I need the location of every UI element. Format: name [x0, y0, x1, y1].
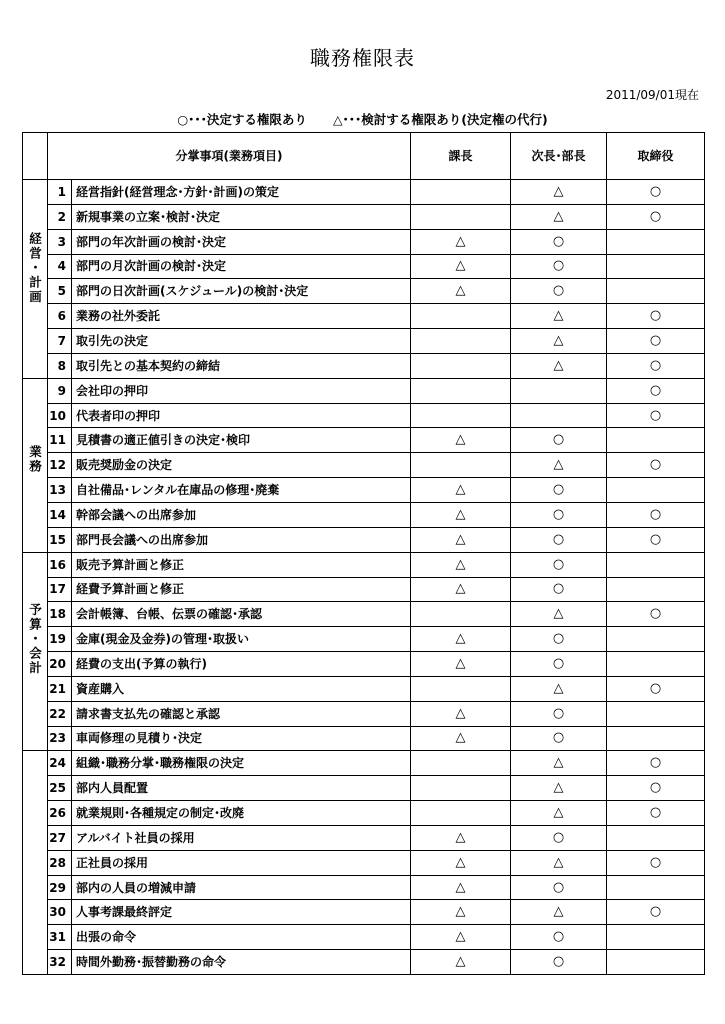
dept-head-mark: ○: [511, 950, 607, 975]
table-row: [23, 304, 705, 329]
section-chief-mark: △: [411, 279, 511, 304]
row-number: 17: [48, 577, 72, 602]
director-mark: [607, 875, 705, 900]
director-mark: ○: [607, 378, 705, 403]
table-row: [23, 353, 705, 378]
section-chief-mark: [411, 453, 511, 478]
task-name: 幹部会議への出席参加: [72, 502, 411, 527]
table-row: [23, 627, 705, 652]
director-mark: [607, 652, 705, 677]
dept-head-mark: ○: [511, 726, 607, 751]
director-mark: ○: [607, 204, 705, 229]
section-chief-mark: [411, 676, 511, 701]
director-mark: [607, 701, 705, 726]
section-chief-mark: [411, 180, 511, 205]
row-number: 22: [48, 701, 72, 726]
row-number: 13: [48, 478, 72, 503]
dept-head-mark: ○: [511, 279, 607, 304]
task-name: 出張の命令: [72, 925, 411, 950]
director-mark: ○: [607, 180, 705, 205]
row-number: 9: [48, 378, 72, 403]
table-row: [23, 254, 705, 279]
row-number: 16: [48, 552, 72, 577]
header-task: 分掌事項(業務項目): [48, 133, 411, 180]
dept-head-mark: △: [511, 453, 607, 478]
table-row: [23, 751, 705, 776]
director-mark: [607, 950, 705, 975]
section-chief-mark: [411, 801, 511, 826]
section-chief-mark: △: [411, 229, 511, 254]
table-row: [23, 850, 705, 875]
dept-head-mark: ○: [511, 825, 607, 850]
task-name: 取引先との基本契約の締結: [72, 353, 411, 378]
task-name: 時間外勤務･振替勤務の命令: [72, 950, 411, 975]
director-mark: [607, 428, 705, 453]
director-mark: ○: [607, 801, 705, 826]
table-row: [23, 726, 705, 751]
row-number: 19: [48, 627, 72, 652]
task-name: 取引先の決定: [72, 329, 411, 354]
section-chief-mark: [411, 204, 511, 229]
task-name: 部門の年次計画の検討･決定: [72, 229, 411, 254]
task-name: 代表者印の押印: [72, 403, 411, 428]
task-name: 資産購入: [72, 676, 411, 701]
row-number: 5: [48, 279, 72, 304]
dept-head-mark: △: [511, 751, 607, 776]
table-row: [23, 950, 705, 975]
table-body: [23, 180, 705, 975]
director-mark: ○: [607, 676, 705, 701]
table-row: [23, 478, 705, 503]
table-row: [23, 602, 705, 627]
director-mark: ○: [607, 502, 705, 527]
task-name: 経費の支出(予算の執行): [72, 652, 411, 677]
section-chief-mark: [411, 751, 511, 776]
director-mark: ○: [607, 751, 705, 776]
table-row: [23, 502, 705, 527]
legend: [0, 110, 725, 128]
dept-head-mark: ○: [511, 478, 607, 503]
table-row: [23, 428, 705, 453]
director-mark: ○: [607, 850, 705, 875]
table-row: [23, 453, 705, 478]
dept-head-mark: ○: [511, 577, 607, 602]
table-row: [23, 825, 705, 850]
row-number: 3: [48, 229, 72, 254]
dept-head-mark: ○: [511, 527, 607, 552]
dept-head-mark: △: [511, 900, 607, 925]
row-number: 21: [48, 676, 72, 701]
dept-head-mark: [511, 403, 607, 428]
authority-table: [22, 132, 705, 975]
director-mark: [607, 552, 705, 577]
section-chief-mark: [411, 776, 511, 801]
table-row: [23, 378, 705, 403]
row-number: 20: [48, 652, 72, 677]
task-name: 組織･職務分掌･職務権限の決定: [72, 751, 411, 776]
row-number: 18: [48, 602, 72, 627]
row-number: 28: [48, 850, 72, 875]
section-chief-mark: [411, 329, 511, 354]
dept-head-mark: ○: [511, 875, 607, 900]
row-number: 25: [48, 776, 72, 801]
director-mark: ○: [607, 453, 705, 478]
section-chief-mark: [411, 378, 511, 403]
as-of-date: 2011/09/01現在: [605, 88, 699, 102]
table-row: [23, 577, 705, 602]
dept-head-mark: △: [511, 850, 607, 875]
category-budget: [23, 552, 48, 751]
category-label: 予算・会計: [27, 602, 43, 676]
header-category: [23, 133, 48, 180]
row-number: 26: [48, 801, 72, 826]
section-chief-mark: △: [411, 950, 511, 975]
table-row: [23, 229, 705, 254]
task-name: 会社印の押印: [72, 378, 411, 403]
task-name: 部内人員配置: [72, 776, 411, 801]
row-number: 30: [48, 900, 72, 925]
section-chief-mark: △: [411, 652, 511, 677]
dept-head-mark: [511, 378, 607, 403]
task-name: 正社員の採用: [72, 850, 411, 875]
legend-review: △･･･検討する権限あり(決定権の代行): [332, 112, 548, 127]
category-personnel: [23, 751, 48, 975]
section-chief-mark: △: [411, 925, 511, 950]
section-chief-mark: [411, 403, 511, 428]
dept-head-mark: ○: [511, 925, 607, 950]
section-chief-mark: △: [411, 627, 511, 652]
dept-head-mark: ○: [511, 552, 607, 577]
director-mark: ○: [607, 403, 705, 428]
director-mark: ○: [607, 353, 705, 378]
director-mark: [607, 478, 705, 503]
dept-head-mark: ○: [511, 502, 607, 527]
dept-head-mark: △: [511, 180, 607, 205]
row-number: 1: [48, 180, 72, 205]
task-name: 販売奨励金の決定: [72, 453, 411, 478]
section-chief-mark: △: [411, 527, 511, 552]
dept-head-mark: △: [511, 776, 607, 801]
section-chief-mark: △: [411, 254, 511, 279]
task-name: 就業規則･各種規定の制定･改廃: [72, 801, 411, 826]
table-row: [23, 875, 705, 900]
director-mark: [607, 726, 705, 751]
director-mark: ○: [607, 329, 705, 354]
dept-head-mark: △: [511, 602, 607, 627]
header-section-chief: 課長: [411, 133, 511, 180]
section-chief-mark: △: [411, 577, 511, 602]
table-row: [23, 329, 705, 354]
dept-head-mark: △: [511, 204, 607, 229]
row-number: 12: [48, 453, 72, 478]
table-row: [23, 652, 705, 677]
row-number: 11: [48, 428, 72, 453]
task-name: 販売予算計画と修正: [72, 552, 411, 577]
page-title: 職務権限表: [310, 46, 415, 70]
row-number: 8: [48, 353, 72, 378]
row-number: 2: [48, 204, 72, 229]
dept-head-mark: ○: [511, 627, 607, 652]
table-row: [23, 552, 705, 577]
director-mark: ○: [607, 776, 705, 801]
dept-head-mark: ○: [511, 428, 607, 453]
legend-decide: ○･･･決定する権限あり: [177, 112, 307, 127]
task-name: 部門長会議への出席参加: [72, 527, 411, 552]
table-row: [23, 676, 705, 701]
director-mark: [607, 627, 705, 652]
section-chief-mark: △: [411, 726, 511, 751]
table-row: [23, 279, 705, 304]
table-row: [23, 204, 705, 229]
row-number: 27: [48, 825, 72, 850]
table-header-row: [23, 133, 705, 180]
category-label: 経営・計画: [27, 232, 43, 305]
row-number: 4: [48, 254, 72, 279]
row-number: 15: [48, 527, 72, 552]
row-number: 7: [48, 329, 72, 354]
category-operations: [23, 378, 48, 552]
table-row: [23, 900, 705, 925]
task-name: 新規事業の立案･検討･決定: [72, 204, 411, 229]
section-chief-mark: △: [411, 850, 511, 875]
section-chief-mark: △: [411, 875, 511, 900]
table-row: [23, 776, 705, 801]
header-director: 取締役: [607, 133, 705, 180]
table-row: [23, 527, 705, 552]
dept-head-mark: △: [511, 304, 607, 329]
category-label: 業務: [27, 444, 43, 474]
task-name: 金庫(現金及金券)の管理･取扱い: [72, 627, 411, 652]
row-number: 32: [48, 950, 72, 975]
director-mark: ○: [607, 900, 705, 925]
row-number: 14: [48, 502, 72, 527]
section-chief-mark: △: [411, 428, 511, 453]
section-chief-mark: [411, 602, 511, 627]
dept-head-mark: △: [511, 329, 607, 354]
table-row: [23, 701, 705, 726]
director-mark: ○: [607, 304, 705, 329]
task-name: 経営指針(経営理念･方針･計画)の策定: [72, 180, 411, 205]
table-row: [23, 180, 705, 205]
row-number: 23: [48, 726, 72, 751]
dept-head-mark: △: [511, 353, 607, 378]
task-name: 部門の月次計画の検討･決定: [72, 254, 411, 279]
row-number: 31: [48, 925, 72, 950]
dept-head-mark: ○: [511, 254, 607, 279]
section-chief-mark: △: [411, 478, 511, 503]
director-mark: ○: [607, 602, 705, 627]
director-mark: [607, 925, 705, 950]
section-chief-mark: △: [411, 701, 511, 726]
section-chief-mark: △: [411, 825, 511, 850]
table-row: [23, 925, 705, 950]
table-row: [23, 403, 705, 428]
task-name: 人事考課最終評定: [72, 900, 411, 925]
director-mark: [607, 825, 705, 850]
row-number: 6: [48, 304, 72, 329]
row-number: 10: [48, 403, 72, 428]
dept-head-mark: ○: [511, 229, 607, 254]
director-mark: [607, 254, 705, 279]
dept-head-mark: ○: [511, 701, 607, 726]
dept-head-mark: ○: [511, 652, 607, 677]
row-number: 29: [48, 875, 72, 900]
task-name: 業務の社外委託: [72, 304, 411, 329]
task-name: 会計帳簿、台帳、伝票の確認･承認: [72, 602, 411, 627]
task-name: 自社備品･レンタル在庫品の修理･廃棄: [72, 478, 411, 503]
director-mark: [607, 229, 705, 254]
task-name: 経費予算計画と修正: [72, 577, 411, 602]
section-chief-mark: [411, 353, 511, 378]
director-mark: ○: [607, 527, 705, 552]
task-name: 請求書支払先の確認と承認: [72, 701, 411, 726]
category-management: [23, 180, 48, 379]
dept-head-mark: △: [511, 801, 607, 826]
dept-head-mark: △: [511, 676, 607, 701]
task-name: 車両修理の見積り･決定: [72, 726, 411, 751]
task-name: 部内の人員の増減申請: [72, 875, 411, 900]
task-name: アルバイト社員の採用: [72, 825, 411, 850]
table-row: [23, 801, 705, 826]
row-number: 24: [48, 751, 72, 776]
section-chief-mark: △: [411, 502, 511, 527]
section-chief-mark: △: [411, 900, 511, 925]
director-mark: [607, 577, 705, 602]
section-chief-mark: △: [411, 552, 511, 577]
task-name: 見積書の適正値引きの決定･検印: [72, 428, 411, 453]
task-name: 部門の日次計画(スケジュール)の検討･決定: [72, 279, 411, 304]
director-mark: [607, 279, 705, 304]
section-chief-mark: [411, 304, 511, 329]
header-dept-head: 次長･部長: [511, 133, 607, 180]
